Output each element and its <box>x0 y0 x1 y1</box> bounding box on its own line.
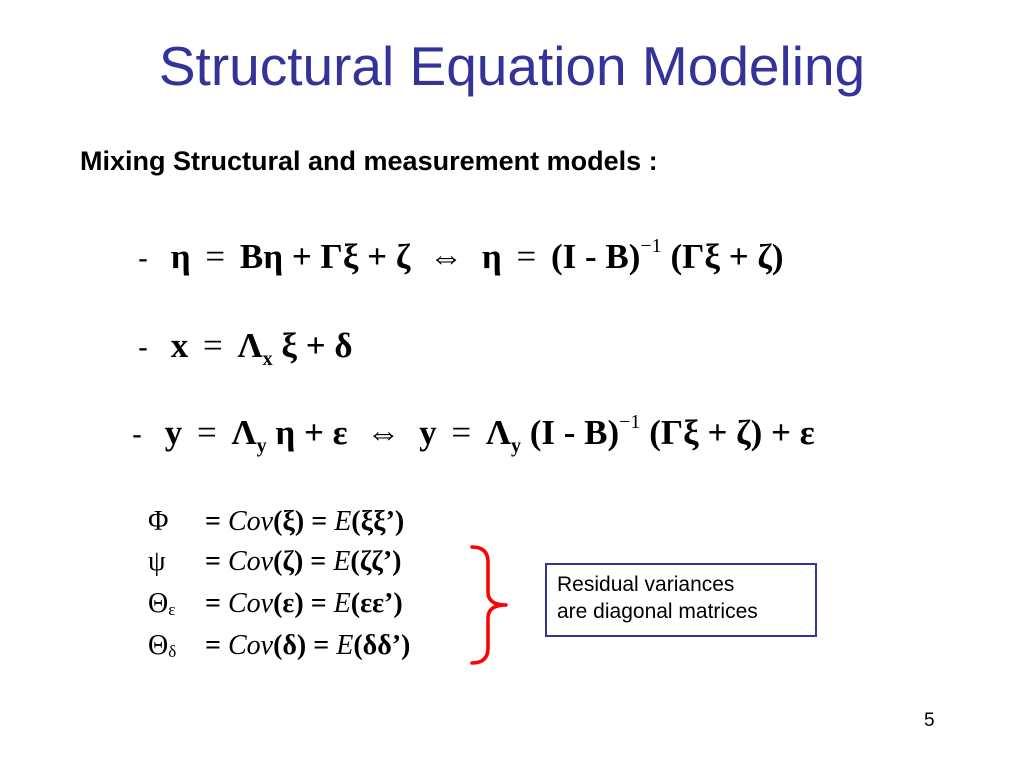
def-equals2: = <box>313 630 330 661</box>
equation-bullet: - <box>132 418 142 451</box>
eq-lambda: Λ <box>231 413 257 452</box>
def-expectation: E <box>336 630 354 661</box>
eq-equals: = <box>203 326 223 365</box>
def-equals: = <box>205 546 221 577</box>
equation-structural <box>138 236 784 275</box>
definition-theta-delta <box>148 632 410 660</box>
note-line-2: are diagonal matrices <box>557 600 758 624</box>
eq-rhs: η + ε <box>275 413 348 452</box>
def-equals: = <box>205 588 221 619</box>
eq-rhs2: (Γξ + ζ) + ε <box>649 413 815 452</box>
definition-phi <box>148 508 404 536</box>
note-line-1: Residual variances <box>557 573 735 596</box>
equation-measurement-x <box>138 328 353 369</box>
def-arg: (δ) <box>273 630 307 661</box>
def-equals2: = <box>310 546 327 577</box>
eq-lambda: Λ <box>237 326 263 365</box>
def-arg: (ξ) <box>273 506 305 537</box>
eq-rhs2: (Γξ + ζ) <box>670 237 784 276</box>
def-symbol: Θ <box>148 588 169 619</box>
def-arg2: (ζζ’) <box>350 546 402 577</box>
curly-brace-icon <box>468 544 518 666</box>
eq-inverse-term: (I - B) <box>529 413 620 452</box>
def-symbol: Φ <box>148 506 169 537</box>
residual-note-box <box>545 563 817 637</box>
def-arg: (ε) <box>273 588 304 619</box>
def-subscript: ε <box>168 600 176 619</box>
equation-bullet: - <box>138 331 148 364</box>
eq-rhs: Bη + Γξ + ζ <box>239 237 411 276</box>
eq-subscript2: y <box>510 435 521 457</box>
def-equals2: = <box>311 506 328 537</box>
eq-lhs: η <box>170 237 191 276</box>
equivalence-arrow: ⇔ <box>429 239 464 276</box>
eq-lhs: x <box>170 326 189 365</box>
eq-lhs2: η <box>481 237 502 276</box>
def-equals2: = <box>310 588 327 619</box>
equivalence-arrow: ⇔ <box>366 415 401 452</box>
eq-equals: = <box>205 237 226 276</box>
eq-equals: = <box>197 413 217 452</box>
eq-lambda2: Λ <box>485 413 511 452</box>
def-symbol: ψ <box>148 546 166 577</box>
def-expectation: E <box>333 546 351 577</box>
equation-bullet: - <box>138 242 148 275</box>
slide-subtitle: Mixing Structural and measurement models : <box>80 146 658 176</box>
def-expectation: E <box>333 588 351 619</box>
def-arg2: (ξξ’) <box>351 506 405 537</box>
definition-theta-epsilon <box>148 590 403 618</box>
equation-measurement-y <box>132 412 815 456</box>
definition-psi <box>148 548 401 576</box>
def-arg: (ζ) <box>273 546 304 577</box>
def-equals: = <box>205 630 221 661</box>
eq-superscript: −1 <box>640 235 662 257</box>
eq-equals2: = <box>516 237 537 276</box>
page-number: 5 <box>924 710 935 731</box>
def-arg2: (εε’) <box>350 588 403 619</box>
def-symbol: Θ <box>148 630 169 661</box>
def-cov: Cov <box>227 506 274 537</box>
eq-equals2: = <box>451 413 472 452</box>
def-cov: Cov <box>227 588 274 619</box>
eq-rhs: ξ + δ <box>281 326 353 365</box>
eq-subscript: y <box>256 435 267 457</box>
def-cov: Cov <box>227 546 274 577</box>
def-subscript: δ <box>168 642 177 661</box>
eq-inverse-term: (I - B) <box>550 237 641 276</box>
eq-subscript: x <box>262 348 273 370</box>
def-arg2: (δδ’) <box>353 630 411 661</box>
def-equals: = <box>205 506 221 537</box>
slide-title: Structural Equation Modeling <box>158 35 866 97</box>
def-expectation: E <box>334 506 352 537</box>
eq-superscript: −1 <box>619 411 641 433</box>
def-cov: Cov <box>227 630 274 661</box>
eq-lhs2: y <box>419 413 437 452</box>
eq-lhs: y <box>164 413 183 452</box>
